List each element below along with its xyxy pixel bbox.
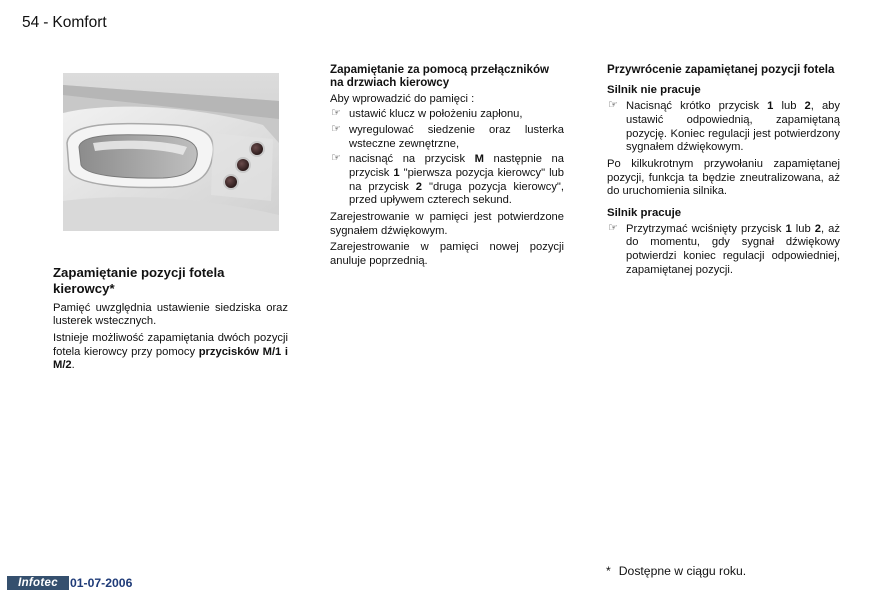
col1-paragraph-2 bbox=[53, 332, 288, 373]
col2-item-3 bbox=[330, 153, 564, 208]
column-1 bbox=[53, 265, 288, 376]
page-header bbox=[22, 14, 107, 33]
pointing-hand-icon: ☞ bbox=[608, 221, 618, 234]
col2-item-1-text: ustawić klucz w położeniu zapłonu, bbox=[349, 108, 523, 121]
col3-item-1-d: 2 bbox=[804, 100, 811, 113]
page-number: 54 bbox=[22, 14, 40, 31]
section-title: Komfort bbox=[52, 14, 107, 31]
footer-date: 01-07-2006 bbox=[70, 576, 133, 590]
col2-item-3-a: nacisnąć na przycisk bbox=[349, 153, 475, 166]
pointing-hand-icon: ☞ bbox=[331, 122, 341, 135]
col3-item-1-a: Nacisnąć krótko przycisk bbox=[626, 100, 768, 113]
col1-p2-end: . bbox=[71, 359, 75, 372]
col2-item-3-e: "pierwsza pozycja kierowcy" lub na przycisk bbox=[349, 166, 564, 193]
col3-item-1-e: , aby ustawić odpowiednią, zapamiętaną pozycję. Koniec regulacji jest potwierdzony sygnałem dźwiękowym. bbox=[626, 100, 840, 154]
col2-item-1 bbox=[330, 108, 564, 122]
pointing-hand-icon: ☞ bbox=[608, 99, 618, 112]
col2-list bbox=[330, 108, 564, 208]
pointing-hand-icon: ☞ bbox=[331, 107, 341, 120]
col3-item-2-d: 2 bbox=[814, 222, 821, 235]
footnote bbox=[606, 564, 746, 579]
col3-paragraph-1: Po kilkukrotnym przywołaniu zapamiętanej pozycji, funkcja ta będzie zneutralizowana, aż do uruchomienia silnika. bbox=[607, 157, 840, 198]
col2-paragraph-2: Zarejestrowanie w pamięci nowej pozycji anuluje poprzednią. bbox=[330, 241, 564, 267]
col3-subheading-1: Silnik nie pracuje bbox=[607, 84, 701, 97]
col1-p2-text: Istnieje możliwość zapamiętania dwóch pozycji fotela kierowcy przy pomocy bbox=[53, 332, 288, 358]
col2-item-2-text: wyregulować siedzenie oraz lusterka wsteczne zewnętrzne, bbox=[349, 123, 564, 150]
col1-title: Zapamiętanie pozycji fotela kierowcy* bbox=[53, 265, 225, 296]
pointing-hand-icon: ☞ bbox=[331, 152, 341, 165]
col2-title: Zapamiętanie za pomocą przełączników na drzwiach kierowcy bbox=[330, 63, 550, 90]
col1-p2-bold: przycisków M/1 i M/2 bbox=[53, 345, 289, 372]
col2-item-3-g: "druga pozycja kierowcy", przed upływem czterech sekund. bbox=[349, 180, 565, 207]
door-memory-buttons-figure bbox=[63, 73, 279, 231]
col3-item-2-a: Przytrzymać wciśnięty przycisk bbox=[626, 222, 786, 235]
col3-item-1 bbox=[607, 100, 840, 155]
col3-list-1 bbox=[607, 100, 840, 155]
col3-item-2-b: 1 bbox=[785, 222, 792, 235]
column-3 bbox=[607, 63, 840, 279]
col2-item-3-b: M bbox=[474, 153, 484, 166]
infotec-logo: Infotec bbox=[7, 576, 69, 590]
col3-item-1-c: lub bbox=[773, 100, 805, 113]
col2-item-3-f: 2 bbox=[415, 180, 423, 193]
footnote-marker: * bbox=[606, 564, 611, 578]
col3-list-2 bbox=[607, 223, 840, 278]
footer bbox=[7, 576, 132, 591]
col2-intro: Aby wprowadzić do pamięci : bbox=[330, 92, 475, 105]
col2-item-3-d: 1 bbox=[393, 166, 400, 179]
column-2 bbox=[330, 63, 564, 272]
footnote-text: Dostępne w ciągu roku. bbox=[618, 564, 747, 578]
col2-paragraph-1: Zarejestrowanie w pamięci jest potwierdzone sygnałem dźwiękowym. bbox=[330, 210, 564, 237]
col3-item-2 bbox=[607, 223, 840, 278]
col3-item-2-e: , aż do momentu, gdy sygnał dźwiękowy potwierdzi koniec regulacji odpowiedniej, zapamiętanej pozycji. bbox=[626, 222, 840, 276]
door-memory-buttons-icon bbox=[63, 73, 279, 231]
col3-title: Przywrócenie zapamiętanej pozycji fotela bbox=[607, 63, 835, 76]
col3-item-2-c: lub bbox=[791, 222, 815, 235]
header-separator: - bbox=[43, 14, 49, 31]
col1-paragraph-1: Pamięć uwzględnia ustawienie siedziska oraz lusterek wstecznych. bbox=[53, 301, 288, 328]
col3-subheading-2: Silnik pracuje bbox=[607, 206, 682, 219]
col2-item-2 bbox=[330, 124, 564, 151]
col3-item-1-b: 1 bbox=[767, 100, 774, 113]
col2-item-3-c: następnie na przycisk bbox=[349, 153, 564, 179]
